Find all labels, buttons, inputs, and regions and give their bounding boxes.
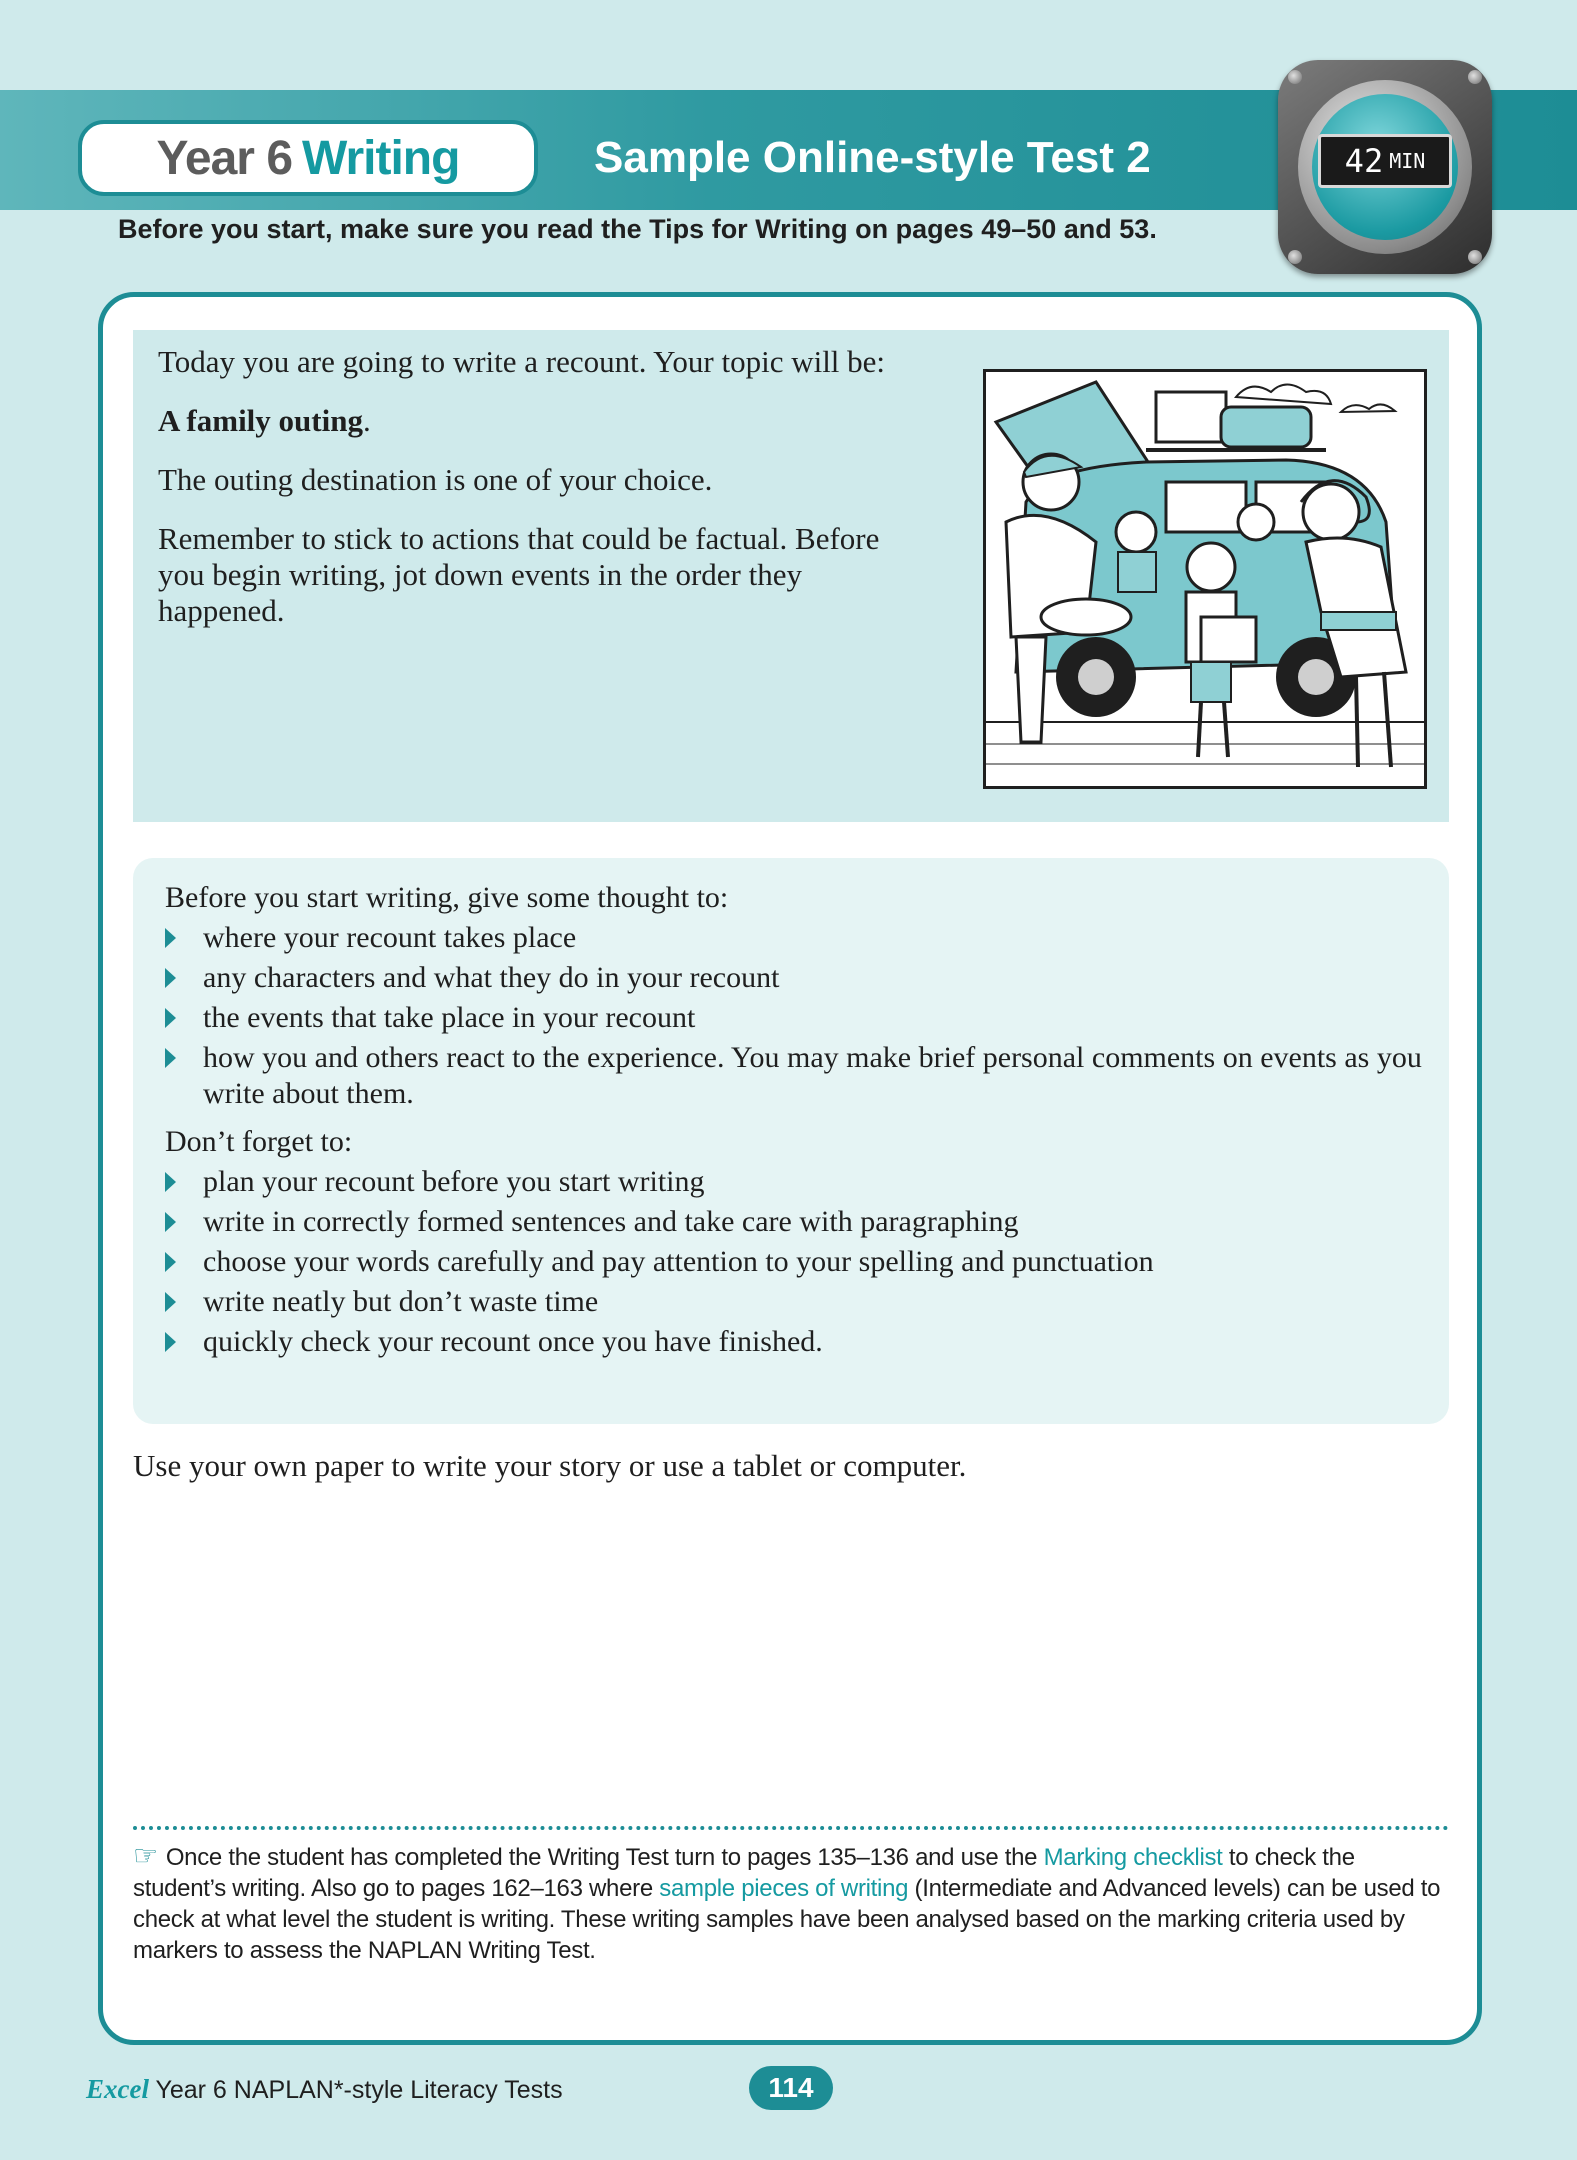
family-car-illustration — [983, 369, 1427, 789]
prompt-destination: The outing destination is one of your choice. — [158, 462, 713, 497]
teacher-note — [133, 1840, 1453, 1966]
footer-title — [86, 2074, 563, 2105]
note-text: to check the student’s writing. Also go to pages 162–163 where — [133, 1844, 1355, 1902]
list-item-text: any characters and what they do in your recount — [203, 961, 780, 994]
timer-display — [1318, 134, 1452, 188]
instruction-text: Before you start, make sure you read the Tips for Writing on pages 49–50 and 53. — [118, 214, 1157, 244]
screw-icon — [1288, 70, 1302, 84]
list-item-text: quickly check your recount once you have finished. — [203, 1325, 823, 1358]
note-text: Once the student has completed the Writing Test turn to pages 135–136 and use the — [165, 1844, 1044, 1871]
list-item-text: plan your recount before you start writing — [203, 1165, 705, 1198]
list-item — [165, 1244, 1425, 1280]
list-item — [165, 960, 1425, 996]
tips-list — [165, 880, 1425, 1372]
prompt-text — [158, 344, 938, 652]
timer-value: 42 — [1344, 142, 1384, 180]
pointing-hand-icon: ☞ — [133, 1840, 158, 1871]
bullet-icon — [165, 1252, 176, 1272]
marking-checklist-link[interactable]: Marking checklist — [1043, 1844, 1223, 1871]
prompt-topic: A family outing — [158, 403, 363, 438]
dotted-divider — [133, 1826, 1449, 1830]
list-item-text: the events that take place in your recount — [203, 1001, 696, 1034]
bullet-icon — [165, 928, 176, 948]
year-label: Year 6 — [156, 131, 293, 185]
list-item-text: write neatly but don’t waste time — [203, 1285, 599, 1318]
use-paper-text: Use your own paper to write your story or use a tablet or computer. — [133, 1448, 967, 1483]
bullet-icon — [165, 968, 176, 988]
list-item-text: choose your words carefully and pay attention to your spelling and punctuation — [203, 1245, 1154, 1278]
tips-lead-think: Before you start writing, give some thought to: — [165, 881, 729, 914]
bullet-icon — [165, 1008, 176, 1028]
book-title: Year 6 NAPLAN*-style Literacy Tests — [148, 2076, 563, 2104]
remember-list — [165, 1164, 1425, 1360]
prompt-intro: Today you are going to write a recount. Your topic will be: — [158, 344, 886, 379]
list-item-text: how you and others react to the experience. You may make brief personal comments on events as you write about them. — [203, 1041, 1422, 1110]
screw-icon — [1468, 70, 1482, 84]
think-list — [165, 920, 1425, 1112]
bullet-icon — [165, 1212, 176, 1232]
bullet-icon — [165, 1048, 176, 1068]
test-title: Sample Online-style Test 2 — [594, 133, 1151, 182]
prompt-topic-line — [158, 403, 938, 439]
subject-label: Writing — [302, 131, 460, 185]
page-number: 114 — [749, 2066, 833, 2110]
note-text: (Intermediate and Advanced levels) can be used to check at what level the student is writing. These writing samples have been analysed based on the marking criteria used by markers to assess the NAPLAN Writing Test. — [133, 1875, 1441, 1964]
screw-icon — [1288, 250, 1302, 264]
list-item — [165, 1284, 1425, 1320]
bullet-icon — [165, 1332, 176, 1352]
tips-lead-remember: Don’t forget to: — [165, 1125, 353, 1158]
bullet-icon — [165, 1172, 176, 1192]
list-item — [165, 920, 1425, 956]
list-item — [165, 1324, 1425, 1360]
prompt-topic-end: . — [362, 403, 371, 438]
brand-label: Excel — [86, 2074, 149, 2104]
list-item-text: write in correctly formed sentences and take care with paragraphing — [203, 1205, 1019, 1238]
list-item-text: where your recount takes place — [203, 921, 577, 954]
list-item — [165, 1204, 1425, 1240]
sample-writing-link[interactable]: sample pieces of writing — [659, 1875, 909, 1902]
screw-icon — [1468, 250, 1482, 264]
bullet-icon — [165, 1292, 176, 1312]
timer-unit: MIN — [1389, 149, 1426, 173]
list-item — [165, 1164, 1425, 1200]
list-item — [165, 1040, 1425, 1112]
prompt-reminder: Remember to stick to actions that could be factual. Before you begin writing, jot down events in the order they happened. — [158, 521, 880, 628]
year-subject-label — [78, 120, 538, 196]
list-item — [165, 1000, 1425, 1036]
